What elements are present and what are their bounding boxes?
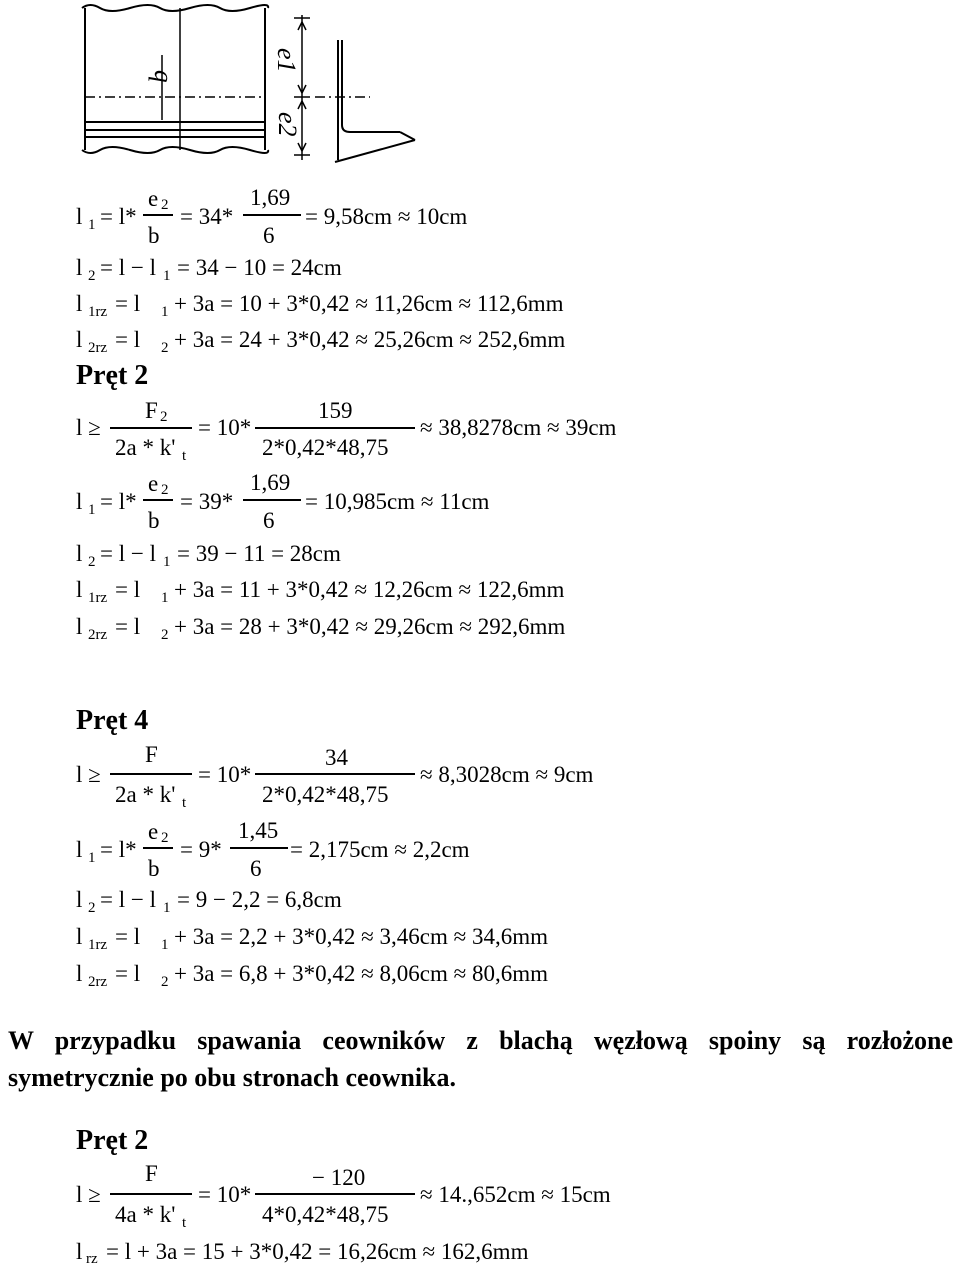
math-token: 2*0,42*48,75 — [262, 782, 389, 807]
math-token: + 3a = 28 + 3*0,42 ≈ 29,26cm ≈ 292,6mm — [174, 614, 566, 639]
math-token: l ≥ — [76, 1182, 101, 1207]
math-token: 2 — [161, 340, 169, 356]
math-token: 1rz — [88, 937, 108, 953]
math-token: l — [76, 541, 83, 566]
math-token: 1 — [88, 850, 96, 866]
fraction-bar — [110, 1193, 192, 1195]
math-token: = 9 − 2,2 = 6,8cm — [177, 887, 342, 912]
math-token: + 3a = 11 + 3*0,42 ≈ 12,26cm ≈ 122,6mm — [174, 577, 565, 602]
math-token: = l + 3a = 15 + 3*0,42 = 16,26cm ≈ 162,6mm — [106, 1239, 529, 1264]
fraction-bar — [243, 214, 301, 216]
explanation-paragraph: W przypadku spawania ceowników z blachą węzłową spoiny są rozłożone symetrycznie po obu stronach ceownika. — [8, 1026, 953, 1092]
math-token: = 10,985cm ≈ 11cm — [305, 489, 490, 514]
fraction-bar — [255, 773, 415, 775]
math-token: l ≥ — [76, 762, 101, 787]
label-b: b — [144, 70, 173, 83]
math-token: l — [76, 961, 83, 986]
math-token: 1,45 — [238, 818, 279, 843]
math-token: ≈ 8,3028cm ≈ 9cm — [420, 762, 594, 787]
math-token: = 10* — [198, 762, 252, 787]
math-token: l ≥ — [76, 415, 101, 440]
math-token: e — [148, 819, 159, 844]
math-token: e — [148, 471, 159, 496]
math-token: = 9* — [180, 837, 222, 862]
math-token: l — [76, 577, 83, 602]
math-token: = l − l — [100, 541, 156, 566]
math-token: l — [76, 924, 83, 949]
math-token: 2 — [161, 974, 169, 990]
math-token: 1 — [161, 590, 169, 606]
math-token: = l — [115, 577, 141, 602]
math-token: 2 — [161, 482, 169, 498]
math-token: 2 — [88, 554, 96, 570]
math-token: 1 — [161, 937, 169, 953]
fraction-bar — [255, 1193, 415, 1195]
math-token: = l — [115, 614, 141, 639]
math-token: 4*0,42*48,75 — [262, 1202, 389, 1227]
label-e1: e1 — [272, 48, 301, 73]
math-token: = 10* — [198, 415, 252, 440]
math-token: = 39* — [180, 489, 234, 514]
math-token: ≈ 38,8278cm ≈ 39cm — [420, 415, 617, 440]
math-token: = 2,175cm ≈ 2,2cm — [290, 837, 470, 862]
math-token: 6 — [263, 223, 275, 248]
math-token: l — [76, 255, 83, 280]
math-token: 1 — [163, 554, 171, 570]
math-token: e — [148, 186, 159, 211]
math-token: 1rz — [88, 590, 108, 606]
math-token: F — [145, 398, 158, 423]
math-token: t — [182, 795, 187, 811]
math-token: l — [76, 887, 83, 912]
math-token: = 34* — [180, 204, 234, 229]
math-token: 1 — [163, 900, 171, 916]
math-token: 1 — [88, 502, 96, 518]
math-token: l — [76, 1239, 83, 1264]
math-token: = l − l — [100, 887, 156, 912]
math-token: l — [76, 837, 83, 862]
math-token: 2rz — [88, 627, 108, 643]
fraction-bar — [143, 847, 173, 849]
math-token: 1,69 — [250, 470, 291, 495]
math-token: + 3a = 2,2 + 3*0,42 ≈ 3,46cm ≈ 34,6mm — [174, 924, 548, 949]
math-token: = 39 − 11 = 28cm — [177, 541, 341, 566]
math-token: 1,69 — [250, 185, 291, 210]
fraction-bar — [143, 499, 173, 501]
fraction-bar — [110, 427, 192, 429]
fraction-bar — [255, 427, 415, 429]
math-token: b — [148, 508, 160, 533]
heading-pret-2: Pręt 2 — [76, 360, 149, 391]
math-token: t — [182, 1215, 187, 1231]
math-token: 2a * k' — [115, 782, 176, 807]
math-token: F — [145, 742, 158, 767]
math-token: 2rz — [88, 340, 108, 356]
math-token: 1rz — [88, 304, 108, 320]
math-token: = 34 − 10 = 24cm — [177, 255, 342, 280]
math-token: b — [148, 856, 160, 881]
fraction-bar — [243, 499, 301, 501]
math-token: 2 — [88, 900, 96, 916]
fraction-bar — [230, 847, 288, 849]
math-token: = l* — [100, 204, 137, 229]
math-token: = 10* — [198, 1182, 252, 1207]
heading-pret-2-second: Pręt 2 — [76, 1125, 149, 1156]
math-token: 1 — [161, 304, 169, 320]
math-token: = l − l — [100, 255, 156, 280]
math-token: + 3a = 6,8 + 3*0,42 ≈ 8,06cm ≈ 80,6mm — [174, 961, 548, 986]
math-token: = l — [115, 327, 141, 352]
math-token: 2 — [161, 197, 169, 213]
math-token: 2 — [161, 627, 169, 643]
math-token: = l — [115, 961, 141, 986]
math-token: 2 — [161, 830, 169, 846]
math-token: 2*0,42*48,75 — [262, 435, 389, 460]
math-token: = l* — [100, 837, 137, 862]
fraction-bar — [143, 214, 173, 216]
math-token: = l* — [100, 489, 137, 514]
math-token: 2rz — [88, 974, 108, 990]
math-token: b — [148, 223, 160, 248]
fraction-bar — [110, 773, 192, 775]
math-token: l — [76, 614, 83, 639]
math-token: 1 — [163, 268, 171, 284]
math-token: = 9,58cm ≈ 10cm — [305, 204, 468, 229]
math-token: ≈ 14.,652cm ≈ 15cm — [420, 1182, 611, 1207]
math-token: 6 — [263, 508, 275, 533]
math-token: 1 — [88, 217, 96, 233]
math-token: l — [76, 327, 83, 352]
math-token: 4a * k' — [115, 1202, 176, 1227]
math-token: 2 — [88, 268, 96, 284]
math-token: l — [76, 489, 83, 514]
math-token: F — [145, 1161, 158, 1186]
math-token: = l — [115, 291, 141, 316]
math-token: − 120 — [312, 1165, 366, 1190]
math-token: t — [182, 448, 187, 464]
math-token: 2 — [160, 409, 168, 425]
math-token: 6 — [250, 856, 262, 881]
math-token: + 3a = 10 + 3*0,42 ≈ 11,26cm ≈ 112,6mm — [174, 291, 564, 316]
math-token: l — [76, 291, 83, 316]
math-token: l — [76, 204, 83, 229]
heading-pret-4: Pręt 4 — [76, 705, 149, 736]
math-token: = l — [115, 924, 141, 949]
channel-section-drawing — [70, 0, 430, 170]
math-token: 2a * k' — [115, 435, 176, 460]
math-token: rz — [86, 1251, 98, 1267]
label-e2: e2 — [273, 112, 302, 137]
math-token: + 3a = 24 + 3*0,42 ≈ 25,26cm ≈ 252,6mm — [174, 327, 566, 352]
math-token: 159 — [318, 398, 353, 423]
math-token: 34 — [325, 745, 348, 770]
